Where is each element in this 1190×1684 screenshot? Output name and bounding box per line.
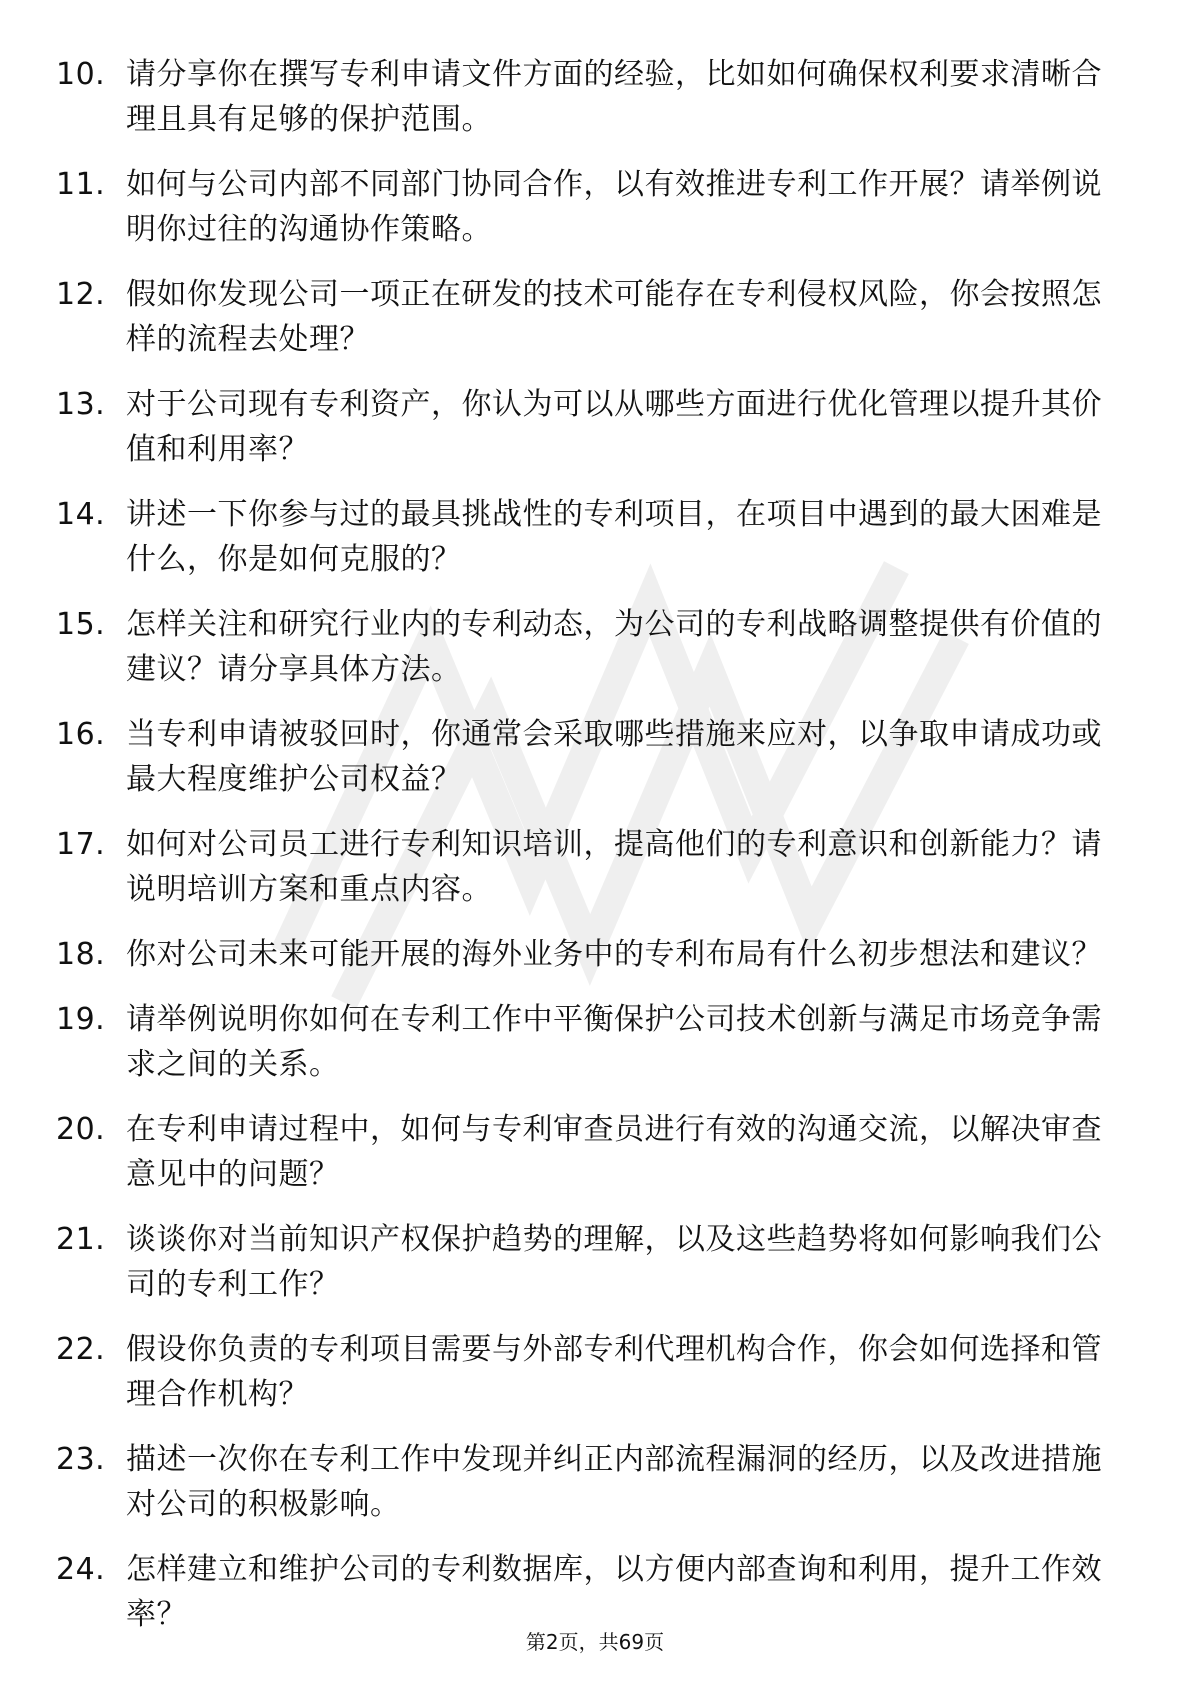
- question-number: 14.: [56, 497, 106, 532]
- question-text: 对于公司现有专利资产，你认为可以从哪些方面进行优化管理以提升其价值和利用率？: [126, 387, 1102, 467]
- question-text: 怎样关注和研究行业内的专利动态，为公司的专利战略调整提供有价值的建议？请分享具体方法。: [126, 607, 1102, 687]
- question-text: 当专利申请被驳回时，你通常会采取哪些措施来应对，以争取申请成功或最大程度维护公司权益？: [126, 717, 1102, 797]
- question-number: 11.: [56, 167, 106, 202]
- question-number: 16.: [56, 717, 106, 752]
- question-number: 23.: [56, 1442, 106, 1477]
- question-text: 怎样建立和维护公司的专利数据库，以方便内部查询和利用，提升工作效率？: [126, 1552, 1102, 1632]
- question-item-22: [56, 1327, 1116, 1417]
- question-number: 13.: [56, 387, 106, 422]
- question-text: 请举例说明你如何在专利工作中平衡保护公司技术创新与满足市场竞争需求之间的关系。: [126, 1002, 1102, 1082]
- question-number: 15.: [56, 607, 106, 642]
- question-item-12: [56, 272, 1116, 362]
- question-text: 描述一次你在专利工作中发现并纠正内部流程漏洞的经历，以及改进措施对公司的积极影响。: [126, 1442, 1102, 1522]
- question-number: 10.: [56, 57, 106, 92]
- question-text: 你对公司未来可能开展的海外业务中的专利布局有什么初步想法和建议？: [126, 937, 1102, 972]
- page-indicator: 第2页，共69页: [525, 1630, 665, 1654]
- question-number: 24.: [56, 1552, 106, 1587]
- question-text: 如何对公司员工进行专利知识培训，提高他们的专利意识和创新能力？请说明培训方案和重点内容。: [126, 827, 1102, 907]
- question-item-13: [56, 382, 1116, 472]
- question-number: 18.: [56, 937, 106, 972]
- question-item-17: [56, 822, 1116, 912]
- question-text: 如何与公司内部不同部门协同合作，以有效推进专利工作开展？请举例说明你过往的沟通协作策略。: [126, 167, 1102, 247]
- question-item-14: [56, 492, 1116, 582]
- question-item-23: [56, 1437, 1116, 1527]
- question-item-21: [56, 1217, 1116, 1307]
- question-number: 19.: [56, 1002, 106, 1037]
- question-text: 请分享你在撰写专利申请文件方面的经验，比如如何确保权利要求清晰合理且具有足够的保护范围。: [126, 57, 1102, 137]
- question-item-20: [56, 1107, 1116, 1197]
- question-text: 假如你发现公司一项正在研发的技术可能存在专利侵权风险，你会按照怎样的流程去处理？: [126, 277, 1102, 357]
- page-footer: [0, 1628, 1190, 1656]
- question-number: 22.: [56, 1332, 106, 1367]
- question-item-18: [56, 932, 1116, 977]
- question-item-19: [56, 997, 1116, 1087]
- question-number: 21.: [56, 1222, 106, 1257]
- question-text: 在专利申请过程中，如何与专利审查员进行有效的沟通交流，以解决审查意见中的问题？: [126, 1112, 1102, 1192]
- question-text: 谈谈你对当前知识产权保护趋势的理解，以及这些趋势将如何影响我们公司的专利工作？: [126, 1222, 1102, 1302]
- question-item-24: [56, 1547, 1116, 1637]
- question-text: 讲述一下你参与过的最具挑战性的专利项目，在项目中遇到的最大困难是什么，你是如何克服的？: [126, 497, 1102, 577]
- question-list: [56, 52, 1116, 1657]
- question-item-16: [56, 712, 1116, 802]
- question-item-11: [56, 162, 1116, 252]
- question-text: 假设你负责的专利项目需要与外部专利代理机构合作，你会如何选择和管理合作机构？: [126, 1332, 1102, 1412]
- question-item-10: [56, 52, 1116, 142]
- question-number: 20.: [56, 1112, 106, 1147]
- question-item-15: [56, 602, 1116, 692]
- question-number: 17.: [56, 827, 106, 862]
- question-number: 12.: [56, 277, 106, 312]
